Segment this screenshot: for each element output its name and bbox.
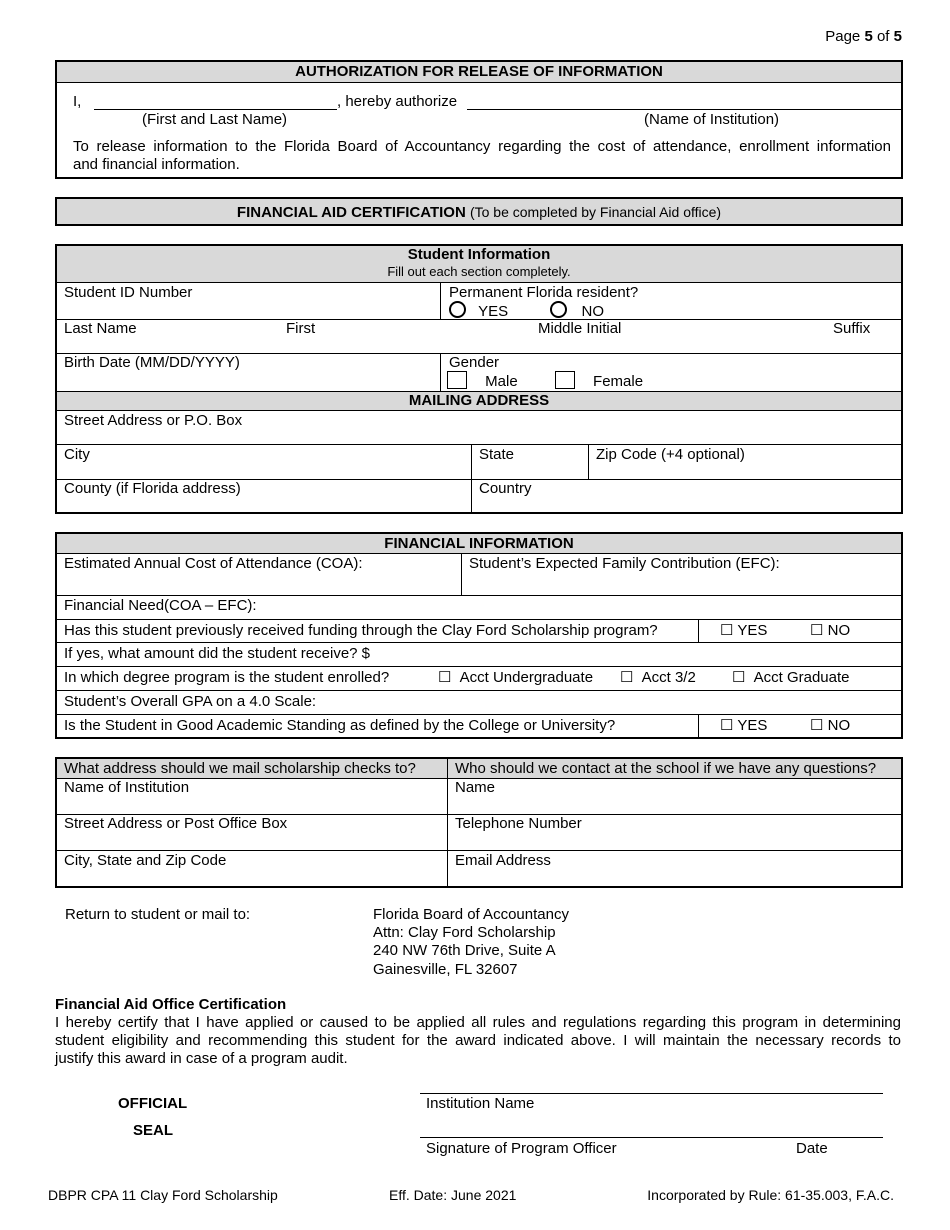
undergrad-label: Acct Undergraduate — [459, 669, 594, 686]
student-info-title: Student Information — [407, 246, 551, 263]
male-checkbox[interactable] — [447, 371, 467, 389]
last-name-label: Last Name — [64, 320, 137, 337]
left-row-0: Name of Institution — [64, 779, 190, 796]
first-name-label: First — [286, 320, 316, 337]
standing-question: Is the Student in Good Academic Standing as defined by the College or University? — [64, 717, 616, 734]
street-label: Street Address or P.O. Box — [64, 412, 243, 429]
right-row-2: Email Address — [455, 852, 551, 869]
contact-school-header: Who should we contact at the school if we have any questions? — [455, 760, 877, 777]
footer-eff-date: Eff. Date: June 2021 — [389, 1187, 517, 1203]
institution-name-field[interactable] — [467, 109, 901, 110]
standing-yes-label: YES — [737, 717, 768, 734]
resident-no-label: NO — [581, 303, 605, 320]
first-last-name-field[interactable] — [94, 109, 337, 110]
middle-initial-label: Middle Initial — [538, 320, 622, 337]
prev-funding-question: Has this student previously received funding through the Clay Ford Scholarship program? — [64, 622, 658, 639]
return-address-3: Gainesville, FL 32607 — [373, 961, 518, 978]
resident-options — [449, 301, 604, 321]
mailing-address-header: MAILING ADDRESS — [57, 391, 901, 411]
program-officer-label: Signature of Program Officer — [426, 1140, 617, 1157]
financial-info-title: FINANCIAL INFORMATION — [57, 534, 901, 554]
female-checkbox[interactable] — [555, 371, 575, 389]
page-number — [825, 28, 902, 46]
page-total: 5 — [893, 28, 902, 45]
gender-options — [447, 371, 643, 391]
authorization-section — [55, 60, 903, 179]
authorization-title: AUTHORIZATION FOR RELEASE OF INFORMATION — [57, 62, 901, 83]
degree-grad-option[interactable] — [732, 669, 850, 687]
birth-date-label: Birth Date (MM/DD/YYYY) — [64, 354, 240, 371]
certification-title: Financial Aid Office Certification — [55, 996, 287, 1013]
student-id-label: Student ID Number — [64, 284, 193, 301]
country-label: Country — [479, 480, 532, 497]
certification-line-1: student eligibility and recommending this student for the award indicated above. I will maintain the necessary records to — [55, 1032, 901, 1049]
coa-label: Estimated Annual Cost of Attendance (COA): — [64, 555, 363, 572]
financial-info-section — [55, 532, 903, 739]
seal-label: SEAL — [133, 1122, 174, 1139]
return-label: Return to student or mail to: — [65, 906, 251, 923]
return-address-0: Florida Board of Accountancy — [373, 906, 569, 923]
fa-cert-bar — [55, 197, 903, 226]
return-address-1: Attn: Clay Ford Scholarship — [373, 924, 556, 941]
page-of: of — [876, 28, 890, 45]
institution-name-label: Institution Name — [426, 1095, 535, 1112]
mail-checks-header: What address should we mail scholarship checks to? — [64, 760, 416, 777]
prev-yes-checkbox[interactable]: ☐ — [720, 622, 734, 639]
return-address-2: 240 NW 76th Drive, Suite A — [373, 942, 556, 959]
prev-yes-option[interactable] — [720, 622, 767, 640]
page-current: 5 — [864, 28, 873, 45]
standing-no-option[interactable] — [810, 717, 850, 735]
standing-no-checkbox[interactable]: ☐ — [810, 717, 824, 734]
auth-text-line1: To release information to the Florida Board of Accountancy regarding the cost of attendance, enrollment information — [73, 138, 891, 155]
amount-question: If yes, what amount did the student receive? $ — [64, 645, 371, 662]
signature-line[interactable] — [420, 1137, 883, 1138]
zip-label: Zip Code (+4 optional) — [596, 446, 745, 463]
acct32-label: Acct 3/2 — [641, 669, 696, 686]
degree-undergrad-option[interactable] — [438, 669, 593, 687]
undergrad-checkbox[interactable]: ☐ — [438, 669, 452, 686]
standing-yes-option[interactable] — [720, 717, 767, 735]
degree-32-option[interactable] — [620, 669, 696, 687]
prev-no-label: NO — [827, 622, 851, 639]
auth-i-label: I, — [73, 93, 82, 110]
student-info-header — [57, 246, 901, 283]
page-prefix: Page — [825, 28, 861, 45]
grad-label: Acct Graduate — [753, 669, 850, 686]
gpa-label: Student’s Overall GPA on a 4.0 Scale: — [64, 693, 317, 710]
prev-no-option[interactable] — [810, 622, 850, 640]
institution-name-line[interactable] — [420, 1093, 883, 1094]
fa-cert-subtitle: (To be completed by Financial Aid office) — [469, 204, 722, 220]
right-row-0: Name — [455, 779, 496, 796]
degree-question: In which degree program is the student enrolled? — [64, 669, 390, 686]
footer-form: DBPR CPA 11 Clay Ford Scholarship — [48, 1187, 278, 1203]
auth-text-line2: and financial information. — [73, 156, 240, 173]
resident-yes-label: YES — [478, 303, 509, 320]
footer-rule: Incorporated by Rule: 61-35.003, F.A.C. — [647, 1187, 894, 1203]
acct32-checkbox[interactable]: ☐ — [620, 669, 634, 686]
auth-hereby-label: , hereby authorize — [337, 93, 458, 110]
resident-yes-radio[interactable] — [449, 301, 466, 318]
gender-label: Gender — [449, 354, 500, 371]
official-label: OFFICIAL — [118, 1095, 188, 1112]
fa-cert-title: FINANCIAL AID CERTIFICATION — [236, 204, 466, 221]
male-label: Male — [485, 373, 518, 390]
efc-label: Student’s Expected Family Contribution (EFC): — [469, 555, 780, 572]
standing-yes-checkbox[interactable]: ☐ — [720, 717, 734, 734]
female-label: Female — [593, 373, 644, 390]
prev-no-checkbox[interactable]: ☐ — [810, 622, 824, 639]
name-caption: (First and Last Name) — [142, 111, 288, 128]
grad-checkbox[interactable]: ☐ — [732, 669, 746, 686]
suffix-label: Suffix — [833, 320, 871, 337]
contact-section — [55, 757, 903, 888]
certification-line-2: justify this award in case of a program audit. — [55, 1050, 348, 1067]
institution-caption: (Name of Institution) — [644, 111, 780, 128]
state-label: State — [479, 446, 515, 463]
student-info-section — [55, 244, 903, 514]
financial-need-label: Financial Need(COA – EFC): — [64, 597, 257, 614]
prev-yes-label: YES — [737, 622, 768, 639]
county-label: County (if Florida address) — [64, 480, 241, 497]
resident-question: Permanent Florida resident? — [449, 284, 639, 301]
right-row-1: Telephone Number — [455, 815, 582, 832]
city-label: City — [64, 446, 90, 463]
standing-no-label: NO — [827, 717, 851, 734]
student-info-subtitle: Fill out each section completely. — [387, 264, 571, 279]
resident-no-radio[interactable] — [550, 301, 567, 318]
left-row-2: City, State and Zip Code — [64, 852, 227, 869]
certification-line-0: I hereby certify that I have applied or caused to be applied all rules and regulations regarding this program in determining — [55, 1014, 901, 1031]
left-row-1: Street Address or Post Office Box — [64, 815, 288, 832]
date-label: Date — [796, 1140, 828, 1157]
